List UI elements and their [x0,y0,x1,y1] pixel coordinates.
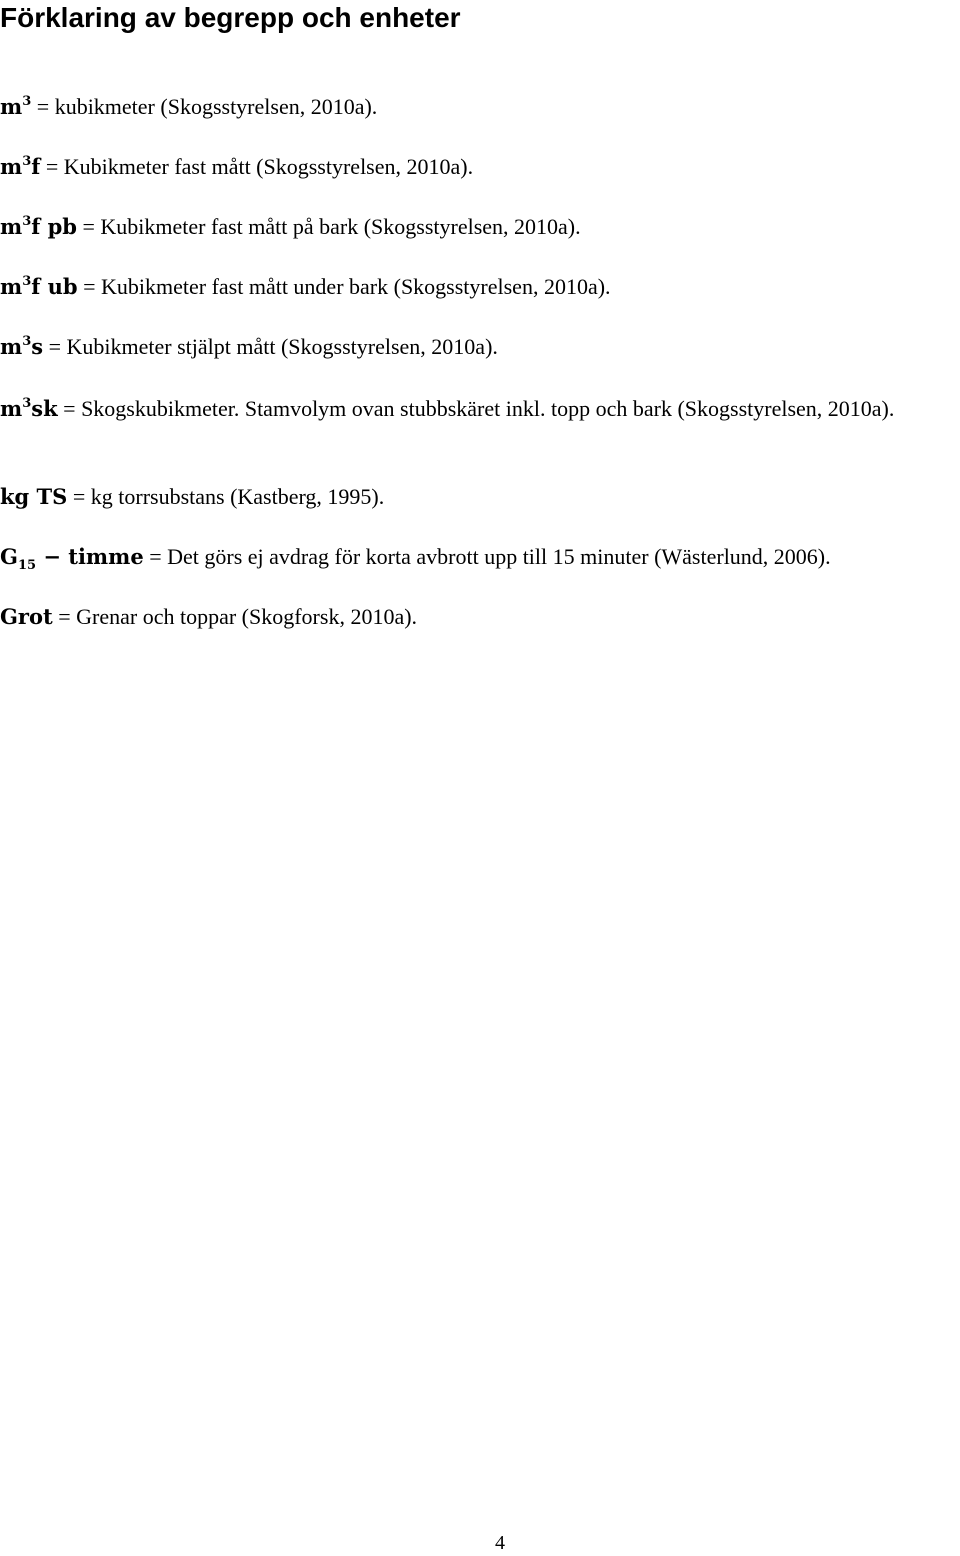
definition-text: = Kubikmeter stjälpt mått (Skogsstyrelsen, 2010a). [43,334,498,359]
definition-text: = kg torrsubstans (Kastberg, 1995). [67,484,385,509]
definition-item [0,332,960,362]
definition-item [0,542,960,572]
definition-text: = Det görs ej avdrag för korta avbrott upp till 15 minuter (Wästerlund, 2006). [143,544,831,569]
definition-text: = Kubikmeter fast mått på bark (Skogsstyrelsen, 2010a). [77,214,581,239]
definition-item [0,272,960,302]
definition-term: kg TS [0,484,68,509]
definition-text: = Kubikmeter fast mått under bark (Skogsstyrelsen, 2010a). [77,274,611,299]
page-number: 4 [495,1532,505,1554]
definition-term: $m^3s$ [0,334,44,359]
page-title: Förklaring av begrepp och enheter [0,2,461,33]
definition-text: = Grenar och toppar (Skogforsk, 2010a). [52,604,418,629]
definition-text: = Kubikmeter fast mått (Skogsstyrelsen, 2010a). [40,154,474,179]
definition-item [0,92,960,122]
definition-term: $m^3f$ ub [0,274,78,299]
definition-term: $m^3f$ pb [0,214,77,239]
definition-term: Grot [0,604,53,629]
definition-term: $m^3sk$ [0,396,58,421]
definition-text: = Skogskubikmeter. Stamvolym ovan stubbskäret inkl. topp och bark (Skogsstyrelsen, 2010a). [57,396,895,421]
definition-text: = kubikmeter (Skogsstyrelsen, 2010a). [31,94,378,119]
definition-item [0,212,960,242]
definition-item [0,482,960,512]
definition-item [0,602,960,632]
definition-term: $m^3$ [0,94,32,119]
definition-item [0,394,958,424]
definition-item [0,152,960,182]
definition-term: $m^3f$ [0,154,41,179]
definition-term: $G_{15}$ − timme [0,544,144,573]
